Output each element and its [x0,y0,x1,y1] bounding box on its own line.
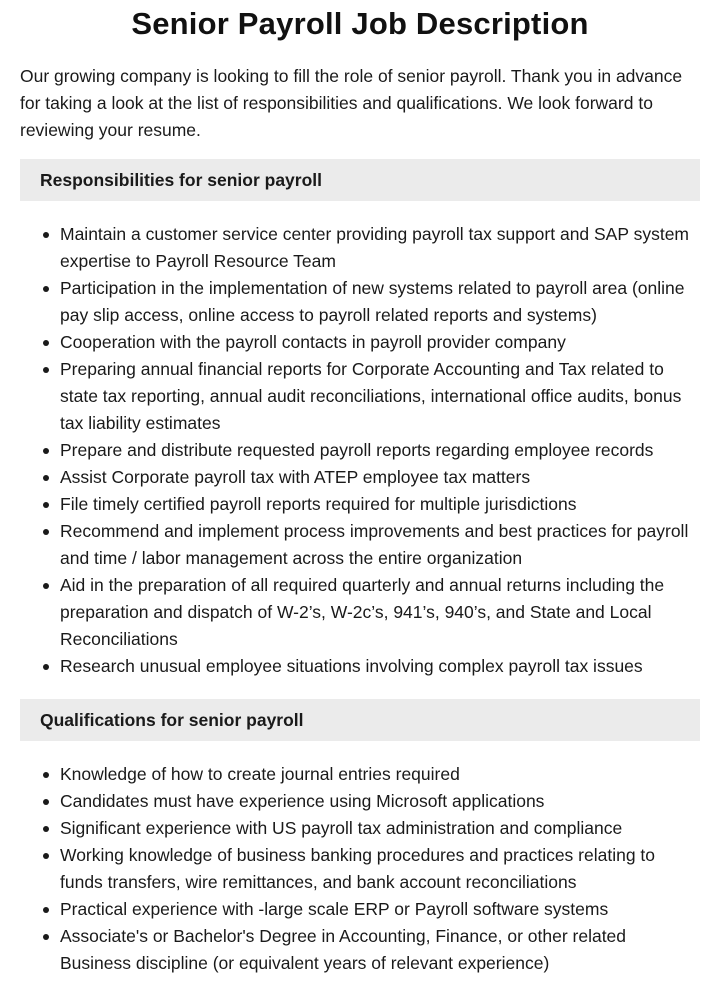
qualification-item: Knowledge of how to create journal entries required [60,761,700,788]
responsibilities-heading: Responsibilities for senior payroll [20,159,700,201]
qualifications-list [20,761,700,977]
responsibility-item: Preparing annual financial reports for Corporate Accounting and Tax related to state tax reporting, annual audit reconciliations, international office audits, bonus tax liability estimates [60,356,700,437]
qualification-item: Associate's or Bachelor's Degree in Accounting, Finance, or other related Business discipline (or equivalent years of relevant experience) [60,923,700,977]
responsibility-item: Research unusual employee situations involving complex payroll tax issues [60,653,700,680]
qualification-item: Significant experience with US payroll tax administration and compliance [60,815,700,842]
qualification-item: Candidates must have experience using Microsoft applications [60,788,700,815]
qualification-item: Practical experience with -large scale ERP or Payroll software systems [60,896,700,923]
responsibility-item: Aid in the preparation of all required quarterly and annual returns including the preparation and dispatch of W-2’s, W-2c’s, 941’s, 940’s, and State and Local Reconciliations [60,572,700,653]
responsibility-item: Assist Corporate payroll tax with ATEP employee tax matters [60,464,700,491]
responsibility-item: File timely certified payroll reports required for multiple jurisdictions [60,491,700,518]
responsibilities-list [20,221,700,680]
responsibility-item: Cooperation with the payroll contacts in payroll provider company [60,329,700,356]
qualifications-heading: Qualifications for senior payroll [20,699,700,741]
responsibility-item: Maintain a customer service center providing payroll tax support and SAP system expertise to Payroll Resource Team [60,221,700,275]
responsibility-item: Prepare and distribute requested payroll reports regarding employee records [60,437,700,464]
intro-paragraph: Our growing company is looking to fill the role of senior payroll. Thank you in advance for taking a look at the list of responsibilities and qualifications. We look forward to reviewing your resume. [20,66,683,140]
responsibility-item: Participation in the implementation of new systems related to payroll area (online pay slip access, online access to payroll related reports and systems) [60,275,700,329]
page-title: Senior Payroll Job Description [131,6,589,41]
qualification-item: Working knowledge of business banking procedures and practices relating to funds transfers, wire remittances, and bank account reconciliations [60,842,700,896]
responsibility-item: Recommend and implement process improvements and best practices for payroll and time / labor management across the entire organization [60,518,700,572]
